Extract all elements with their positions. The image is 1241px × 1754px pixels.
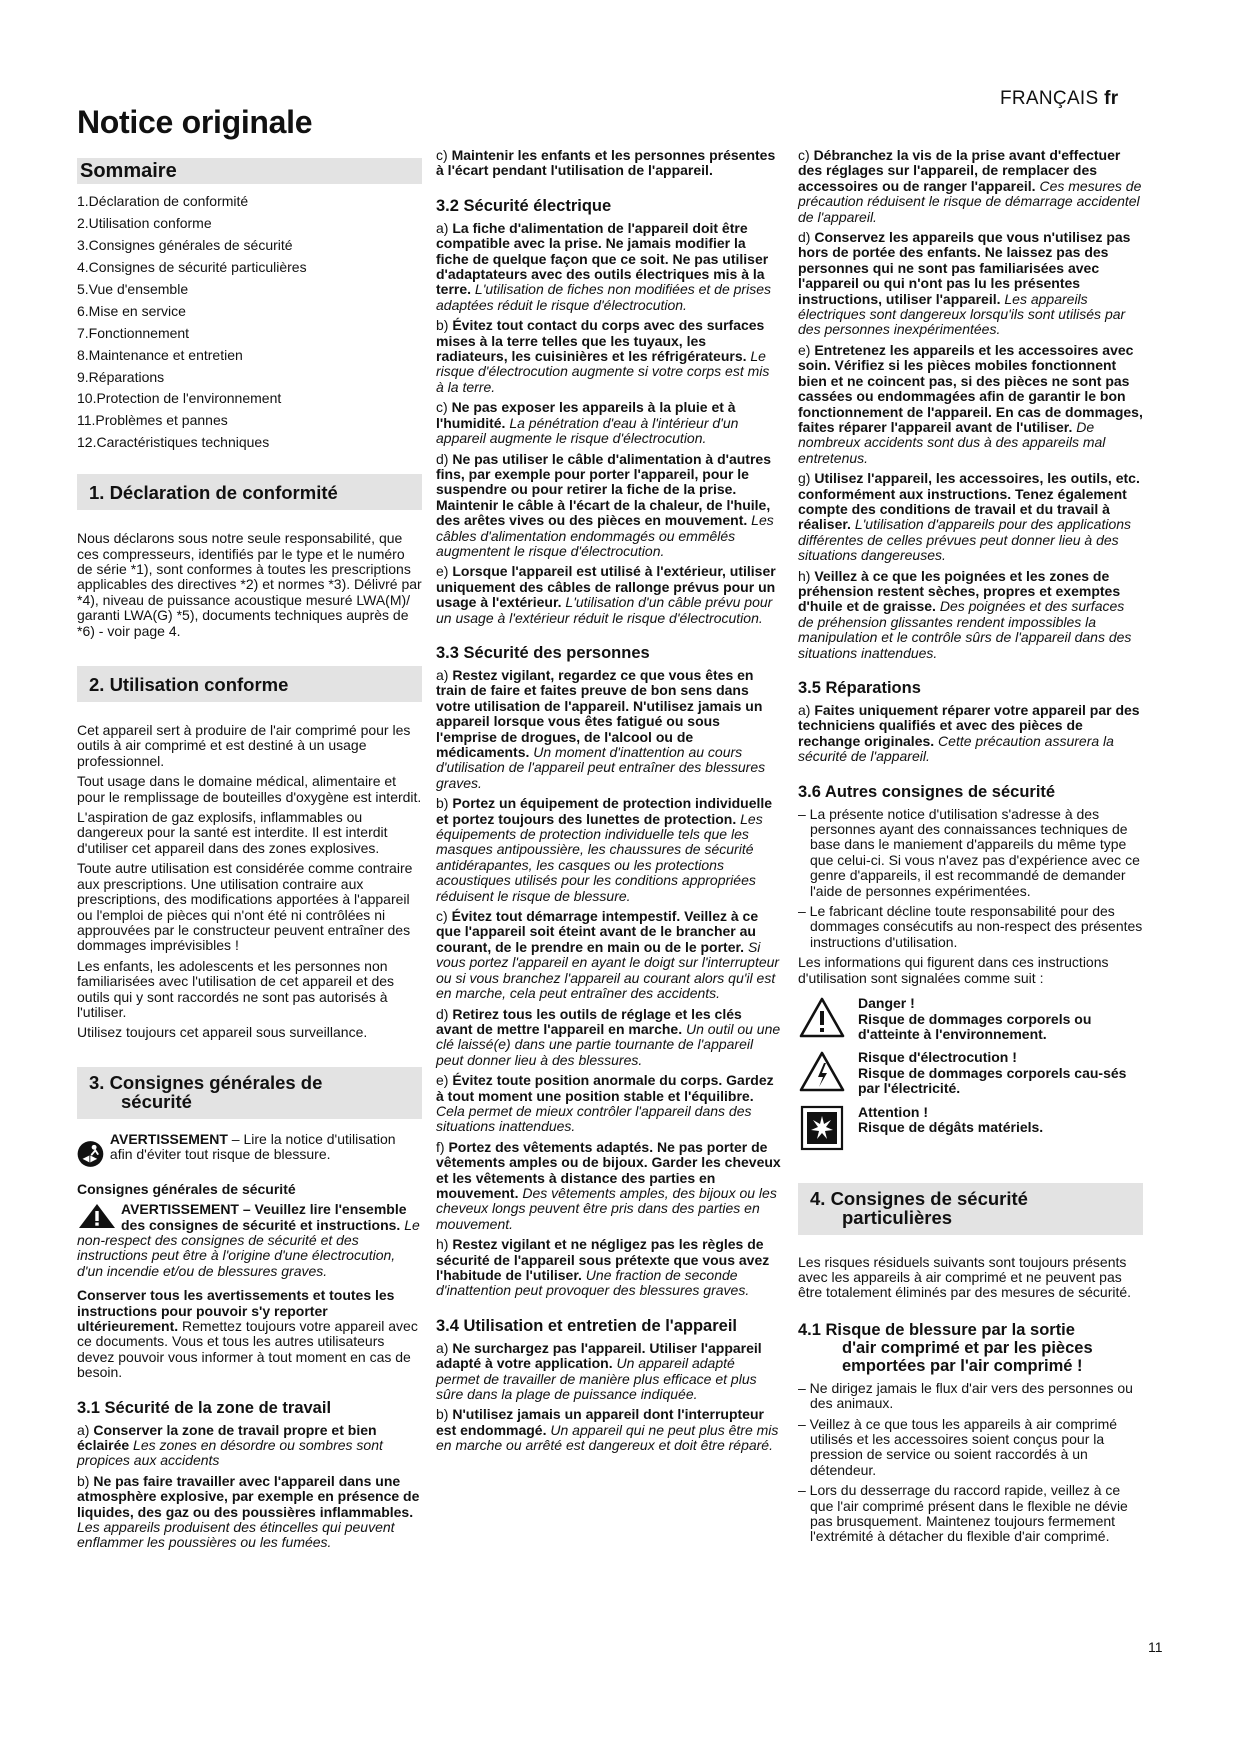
- warning-triangle-icon: [77, 1202, 117, 1230]
- page-title: Notice originale: [77, 104, 313, 140]
- rule-3-5-a: a) Faites uniquement réparer votre appareil par des techniciens qualifiés et avec des pièces de rechange originales. Cette précaution assurera la sécurité de l'appareil.: [798, 702, 1140, 765]
- toc-item: 8.Maintenance et entretien: [77, 346, 243, 363]
- list-item: – Lors du desserrage du raccord rapide, veillez à ce que l'air comprimé présent dans le flexible ne dévie pas brusquement. Maintenez toujours fermement l'extrémité à détacher du flexible d'air comprimé.: [798, 1482, 1128, 1545]
- toc-item: 12.Caractéristiques techniques: [77, 434, 270, 451]
- toc-item: 10.Protection de l'environnement: [77, 390, 282, 407]
- list-item: – Ne dirigez jamais le flux d'air vers des personnes ou des animaux.: [798, 1379, 1133, 1412]
- general-safety-title: Consignes générales de sécurité: [77, 1180, 296, 1197]
- section-4-1-heading: [798, 1321, 1143, 1375]
- toc-item: 6.Mise en service: [77, 302, 186, 319]
- rule-3-1-c: c) Maintenir les enfants et les personnes présentes à l'écart pendant l'utilisation de l'appareil.: [436, 147, 776, 179]
- column-2: [436, 148, 781, 1459]
- danger-triangle-icon: [798, 996, 846, 1040]
- electric-shock-icon: [798, 1050, 846, 1094]
- section-1-text: Nous déclarons sous notre seule responsabilité, que ces compresseurs, identifiés par le type et le numéro de série *1), sont conformes à toutes les prescriptions applicables des directives *2) et normes *3). Délivré par *4), niveau de puissance acoustique mesuré LWA(M)/ garanti LWA(G) *5), documents techniques auprès de *6) - voir page 4.: [77, 530, 422, 639]
- manual-warning: [77, 1132, 422, 1176]
- section-3-4-heading: 3.4 Utilisation et entretien de l'appareil: [436, 1316, 738, 1335]
- manual-warning-text: AVERTISSEMENT – Lire la notice d'utilisation afin d'éviter tout risque de blessure.: [109, 1130, 396, 1163]
- rule-3-4-a: a) Ne surchargez pas l'appareil. Utiliser l'appareil adapté à votre application. Un appareil adapté permet de travailler de manière plus efficace et plus sûre dans la plage de puissance indiquée.: [436, 1339, 762, 1403]
- rule-3-2-b: b) Évitez tout contact du corps avec des surfaces mises à la terre telles que les tuyaux, les radiateurs, les cuisinières et les réfrigérateurs. Le risque d'électrocution augmente si votre corps est mis à la terre.: [436, 317, 770, 395]
- rule-3-2-a: a) La fiche d'alimentation de l'appareil doit être compatible avec la prise. Ne jamais modifier la fiche de quelque façon que ce soit. Ne pas utiliser d'adaptateurs avec des outils électriques mis à la terre. L'utilisation de fiches non modifiées et de prises adaptées réduit le risque d'électrocution.: [436, 219, 771, 313]
- rule-3-3-h: h) Restez vigilant et ne négligez pas les règles de sécurité de l'appareil sous prétexte que vous avez l'habitude de l'utiliser. Une fraction de seconde d'inattention peut provoquer des blessures graves.: [436, 1236, 770, 1299]
- section-3-heading-line2: sécurité: [121, 1090, 192, 1112]
- rule-3-3-a: a) Restez vigilant, regardez ce que vous êtes en train de faire et faites preuve de bon sens dans votre utilisation de l'appareil. N'utilisez jamais un appareil lorsque vous êtes fatigué ou sous l'emprise de drogues, de l'alcool ou de médicaments. Un moment d'inattention au cours d'utilisation de l'appareil peut entraîner des blessures graves.: [436, 666, 766, 791]
- toc-item: 1.Déclaration de conformité: [77, 193, 249, 210]
- toc-item: 11.Problèmes et pannes: [77, 412, 228, 429]
- rule-3-4-b: b) N'utilisez jamais un appareil dont l'interrupteur est endommagé. Un appareil qui ne peut plus être mis en marche ou arrêté est dangereux et doit être réparé.: [436, 1406, 779, 1454]
- section-1-heading: 1. Déclaration de conformité: [77, 474, 422, 510]
- symbol-legend: [798, 996, 1143, 1150]
- section-4-1-heading-line2: d'air comprimé et par les pièces: [842, 1338, 1093, 1357]
- section-3-3-heading: 3.3 Sécurité des personnes: [436, 643, 650, 662]
- rule-3-1-a: a) Conserver la zone de travail propre et bien éclairée Les zones en désordre ou sombres sont propices aux accidents: [77, 1421, 383, 1469]
- section-4-heading-line1: 4. Consignes de sécurité: [810, 1187, 1028, 1209]
- rule-3-4-c: c) Débranchez la vis de la prise avant d'effectuer des réglages sur l'appareil, de remplacer des accessoires ou de ranger l'appareil. Ces mesures de précaution réduisent le risque de démarrage accidentel de l'appareil.: [798, 147, 1142, 225]
- section-3-2-heading: 3.2 Sécurité électrique: [436, 196, 612, 215]
- symbol-row-danger: [798, 996, 1143, 1042]
- section-3-6-heading: 3.6 Autres consignes de sécurité: [798, 782, 1056, 801]
- read-all-warning: AVERTISSEMENT – Veuillez lire l'ensemble des consignes de sécurité et instructions. Le non-respect des consignes de sécurité et des instructions peut être à l'origine d'une électrocution, d'un incendie et/ou de blessures graves.: [77, 1201, 420, 1279]
- symbols-intro: Les informations qui figurent dans ces instructions d'utilisation sont signalées comme suit :: [798, 954, 1109, 986]
- toc-item: 7.Fonctionnement: [77, 324, 190, 341]
- toc-item: 3.Consignes générales de sécurité: [77, 237, 293, 254]
- rule-3-4-d: d) Conservez les appareils que vous n'utilisez pas hors de portée des enfants. Ne laissez pas des personnes qui ne sont pas familiarisées avec l'appareil ou qui n'ont pas lu les présentes instructions, utiliser l'appareil. Les appareils électriques sont dangereux lorsqu'ils sont utilisés par des personnes inexpérimentées.: [798, 229, 1131, 338]
- section-2-para: Cet appareil sert à produire de l'air comprimé pour les outils à air comprimé et est destiné à un usage professionnel.: [77, 722, 411, 769]
- symbol-text: Risque de dommages corporels ou d'atteinte à l'environnement.: [858, 1010, 1092, 1042]
- rule-3-2-e: e) Lorsque l'appareil est utilisé à l'extérieur, utiliser uniquement des câbles de rallonge prévus pour un usage à l'extérieur. L'utilisation d'un câble prévu pour un usage à l'extérieur réduit le risque d'électrocution.: [436, 563, 776, 626]
- rule-3-4-e: e) Entretenez les appareils et les accessoires avec soin. Vérifiez si les pièces mobiles fonctionnent bien et ne coincent pas, si des pièces ne sont pas cassées ou endommagées afin de garantir le bon fonctionnement de l'appareil. En cas de dommages, faites réparer l'appareil avant de l'utiliser. De nombreux accidents sont dus à des appareils mal entretenus.: [798, 341, 1143, 466]
- column-3: [798, 148, 1143, 1550]
- list-item: – La présente notice d'utilisation s'adresse à des personnes ayant des connaissances techniques de base dans le maniement d'appareils du même type que celui-ci. Si vous n'avez pas d'expérience avec ce genre d'appareils, il est recommandé de demander l'aide de personnes expérimentées.: [798, 805, 1140, 899]
- rule-3-3-f: f) Portez des vêtements adaptés. Ne pas porter de vêtements amples ou de bijoux. Garder les cheveux et les vêtements à distance des parties en mouvement. Des vêtements amples, des bijoux ou les cheveux longs peuvent être pris dans des parties en mouvement.: [436, 1138, 781, 1232]
- keep-instructions: Conserver tous les avertissements et toutes les instructions pour pouvoir s'y reporter ultérieurement. Remettez toujours votre appareil avec ce documents. Vous et tous les autres utilisateurs devez pouvoir vous informer à tout moment en cas de besoin.: [77, 1287, 418, 1381]
- language-code: fr: [1104, 88, 1119, 109]
- section-4-1-heading-line1: 4.1 Risque de blessure par la sortie: [798, 1320, 1075, 1339]
- symbol-title: Attention !: [858, 1103, 928, 1120]
- rule-3-3-d: d) Retirez tous les outils de réglage et les clés avant de mettre l'appareil en marche. Un outil ou une clé laissé(e) dans une partie tournante de l'appareil peut donner lieu à des blessures.: [436, 1005, 781, 1068]
- toc-item: 2.Utilisation conforme: [77, 215, 212, 232]
- rule-3-4-h: h) Veillez à ce que les poignées et les zones de préhension restent sèches, propres et exemptes d'huile et de graisse. Des poignées et des surfaces de préhension glissantes rendent impossibles la manipulation et le contrôle sûrs de l'appareil dans des situations inattendues.: [798, 567, 1132, 661]
- rule-3-3-b: b) Portez un équipement de protection individuelle et portez toujours des lunettes de protection. Les équipements de protection individuelle tels que les masques antipoussière, les chaussures de sécurité antidérapantes, les casques ou les protections acoustiques utilisés pour les conditions appropriées réduisent le risque de blessure.: [436, 795, 773, 904]
- list-item: – Le fabricant décline toute responsabilité pour des dommages consécutifs au non-respect des présentes instructions d'utilisation.: [798, 903, 1143, 950]
- section-2-para: Toute autre utilisation est considérée comme contraire aux prescriptions. Une utilisation contraire aux prescriptions, des modifications apportées à l'appareil ou l'emploi de pièces qui n'ont été ni contrôlées ni approuvées par le constructeur peuvent entraîner des dommages imprévisibles !: [77, 860, 413, 954]
- symbol-text: Risque de dégâts matériels.: [858, 1118, 1044, 1135]
- section-4-text: Les risques résiduels suivants sont toujours présents avec les appareils à air comprimé et ne peuvent pas être totalement éliminés par des mesures de sécurité.: [798, 1253, 1132, 1301]
- sommaire-heading: Sommaire: [77, 158, 422, 184]
- section-4-heading: [798, 1183, 1143, 1235]
- rule-3-3-c: c) Évitez tout démarrage intempestif. Veillez à ce que l'appareil soit éteint avant de le brancher au courant, de le prendre en main ou de le porter. Si vous portez l'appareil en ayant le doigt sur l'interrupteur ou si vous branchez l'appareil au courant alors qu'il est en marche, cela peut entraîner des accidents.: [436, 908, 780, 1002]
- section-3-heading: [77, 1067, 422, 1119]
- section-2-heading: 2. Utilisation conforme: [77, 666, 422, 702]
- toc-item: 9.Réparations: [77, 368, 165, 385]
- symbol-row-attention: [798, 1105, 1143, 1151]
- language-name: FRANÇAIS: [1000, 88, 1099, 109]
- rule-3-4-g: g) Utilisez l'appareil, les accessoires, les outils, etc. conformément aux instructions. Tenez également compte des conditions de travail et du travail à réaliser. L'utilisation d'appareils pour des applications différentes de celles prévues peut donner lieu à des situations dangereuses.: [798, 470, 1140, 564]
- page-number: 11: [1148, 1639, 1163, 1655]
- table-of-contents: [77, 193, 422, 450]
- section-3-heading-line1: 3. Consignes générales de: [89, 1071, 323, 1093]
- symbol-title: Risque d'électrocution !: [858, 1049, 1017, 1066]
- language-label: [1000, 88, 1118, 110]
- symbol-title: Danger !: [858, 995, 915, 1012]
- rule-3-2-c: c) Ne pas exposer les appareils à la pluie et à l'humidité. La pénétration d'eau à l'intérieur d'un appareil augmente le risque d'électrocution.: [436, 399, 739, 447]
- column-1: [77, 158, 422, 1556]
- section-2-para: Utilisez toujours cet appareil sous surveillance.: [77, 1024, 368, 1041]
- section-3-5-heading: 3.5 Réparations: [798, 679, 921, 697]
- section-4-1-heading-line3: emportées par l'air comprimé !: [842, 1356, 1083, 1375]
- rule-3-2-d: d) Ne pas utiliser le câble d'alimentation à d'autres fins, par exemple pour porter l'appareil, pour le suspendre ou pour retirer la fiche de la prise. Maintenir le câble à l'écart de la chaleur, de l'huile, des arêtes vives ou des pièces en mouvement. Les câbles d'alimentation endommagés ou emmêlés augmentent le risque d'électrocution.: [436, 450, 774, 559]
- list-item: – Veillez à ce que tous les appareils à air comprimé utilisés et les accessoires soient conçus pour la pression de service ou soient raccordés à un détendeur.: [798, 1415, 1118, 1478]
- material-damage-icon: [798, 1105, 846, 1151]
- section-2-para: L'aspiration de gaz explosifs, inflammables ou dangereux pour la santé est interdite. Il est interdit d'utiliser cet appareil dans des zones explosives.: [77, 809, 388, 856]
- rule-3-3-e: e) Évitez toute position anormale du corps. Gardez à tout moment une position stable et l'équilibre. Cela permet de mieux contrôler l'appareil dans des situations inattendues.: [436, 1072, 774, 1135]
- read-manual-icon: [77, 1132, 104, 1176]
- rule-3-1-b: b) Ne pas faire travailler avec l'appareil dans une atmosphère explosive, par exemple en présence de liquides, des gaz ou des poussières inflammables. Les appareils produisent des étincelles qui peuvent enflammer les poussières ou les fumées.: [77, 1472, 420, 1551]
- symbol-row-electric: [798, 1050, 1143, 1096]
- symbol-text: Risque de dommages corporels cau-sés par l'électricité.: [858, 1064, 1127, 1097]
- toc-item: 5.Vue d'ensemble: [77, 280, 189, 297]
- section-4-heading-line2: particulières: [842, 1206, 953, 1228]
- toc-item: 4.Consignes de sécurité particulières: [77, 259, 307, 276]
- section-2-para: Les enfants, les adolescents et les personnes non familiarisées avec l'utilisation de cet appareil et des outils qui y sont raccordés ne sont pas autorisés à l'utiliser.: [77, 957, 395, 1020]
- section-2-para: Tout usage dans le domaine médical, alimentaire et pour le remplissage de bouteilles d'oxygène est interdit.: [77, 773, 422, 805]
- section-3-1-heading: 3.1 Sécurité de la zone de travail: [77, 1398, 332, 1417]
